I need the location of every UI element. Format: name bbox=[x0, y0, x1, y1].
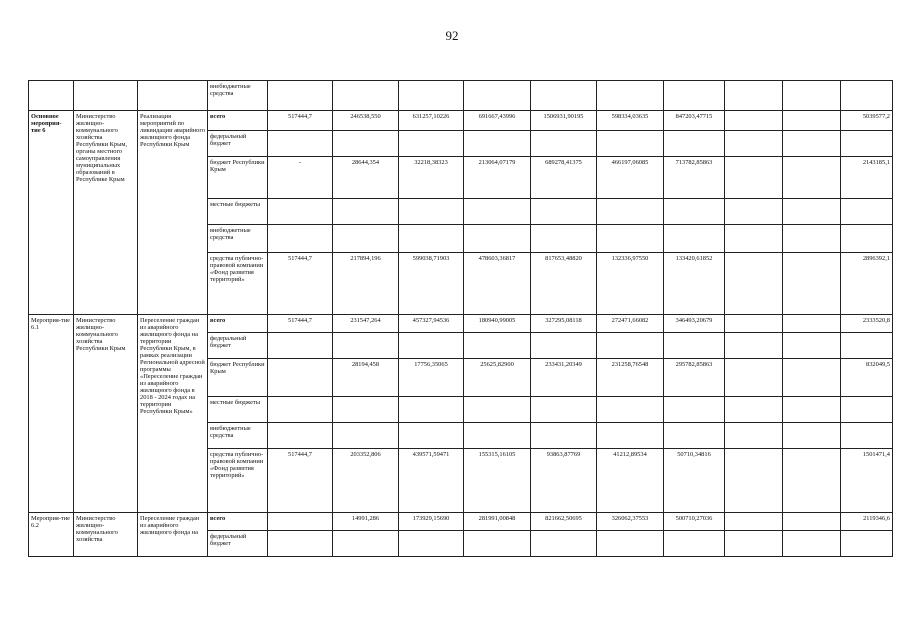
value-cell bbox=[268, 199, 333, 225]
value-cell: 847203,47715 bbox=[664, 111, 725, 131]
value-cell bbox=[725, 359, 783, 397]
value-cell: 2143185,1 bbox=[841, 157, 893, 199]
funding-source-cell: федеральный бюджет bbox=[208, 333, 268, 359]
value-cell: 2333520,8 bbox=[841, 315, 893, 333]
value-cell: 272471,66082 bbox=[597, 315, 664, 333]
value-cell bbox=[841, 333, 893, 359]
value-cell: 691667,43996 bbox=[464, 111, 531, 131]
value-cell bbox=[725, 199, 783, 225]
value-cell: 28644,354 bbox=[333, 157, 399, 199]
value-cell bbox=[725, 531, 783, 557]
value-cell bbox=[725, 333, 783, 359]
value-cell: 233431,20349 bbox=[531, 359, 597, 397]
value-cell bbox=[399, 531, 464, 557]
value-cell bbox=[464, 333, 531, 359]
value-cell bbox=[783, 449, 841, 513]
value-cell: 213064,07179 bbox=[464, 157, 531, 199]
value-cell bbox=[333, 131, 399, 157]
value-cell: 439571,59471 bbox=[399, 449, 464, 513]
value-cell bbox=[464, 225, 531, 253]
block-label-cell: Основное мероприя-тие 6 bbox=[29, 111, 74, 315]
value-cell bbox=[399, 225, 464, 253]
value-cell bbox=[841, 531, 893, 557]
value-cell bbox=[841, 199, 893, 225]
value-cell: 478603,36817 bbox=[464, 253, 531, 315]
value-cell bbox=[333, 397, 399, 423]
value-cell bbox=[783, 199, 841, 225]
funding-source-cell: внебюджетные средства bbox=[208, 423, 268, 449]
executor-cell bbox=[74, 81, 138, 111]
funding-source-cell: внебюджетные средства bbox=[208, 81, 268, 111]
value-cell bbox=[399, 81, 464, 111]
value-cell bbox=[841, 131, 893, 157]
funding-source-cell: всего bbox=[208, 315, 268, 333]
value-cell bbox=[531, 397, 597, 423]
value-cell: 173929,15690 bbox=[399, 513, 464, 531]
page-number: 92 bbox=[445, 28, 459, 43]
value-cell bbox=[268, 225, 333, 253]
value-cell: 155315,16105 bbox=[464, 449, 531, 513]
value-cell: 832049,5 bbox=[841, 359, 893, 397]
value-cell bbox=[725, 131, 783, 157]
value-cell: 132336,97550 bbox=[597, 253, 664, 315]
value-cell: 466197,06085 bbox=[597, 157, 664, 199]
value-cell bbox=[333, 423, 399, 449]
executor-cell: Министерство жилищно-коммунального хозяйства Республики Крым, органы местного самоуправления муниципальных образований в Республике Крым bbox=[74, 111, 138, 315]
value-cell: 180940,99005 bbox=[464, 315, 531, 333]
value-cell: 25625,82900 bbox=[464, 359, 531, 397]
funding-source-cell: бюджет Республики Крым bbox=[208, 359, 268, 397]
value-cell: 231258,76548 bbox=[597, 359, 664, 397]
value-cell: - bbox=[268, 157, 333, 199]
value-cell bbox=[783, 423, 841, 449]
value-cell bbox=[783, 131, 841, 157]
value-cell bbox=[399, 333, 464, 359]
value-cell bbox=[268, 513, 333, 531]
value-cell: 517444,7 bbox=[268, 111, 333, 131]
value-cell bbox=[464, 131, 531, 157]
value-cell bbox=[268, 359, 333, 397]
value-cell bbox=[725, 225, 783, 253]
executor-cell: Министерство жилищно-коммунального хозяйства Республики Крым bbox=[74, 315, 138, 513]
value-cell bbox=[333, 81, 399, 111]
value-cell: 1501471,4 bbox=[841, 449, 893, 513]
value-cell bbox=[333, 531, 399, 557]
value-cell bbox=[531, 531, 597, 557]
funding-source-cell: средства публично-правовой компании «Фонд развития территорий» bbox=[208, 449, 268, 513]
value-cell: 217894,196 bbox=[333, 253, 399, 315]
value-cell: 817653,48820 bbox=[531, 253, 597, 315]
budget-table bbox=[28, 80, 893, 557]
value-cell bbox=[725, 253, 783, 315]
funding-source-cell: всего bbox=[208, 111, 268, 131]
value-cell: 631257,10226 bbox=[399, 111, 464, 131]
value-cell: 133420,61852 bbox=[664, 253, 725, 315]
table-row bbox=[29, 315, 893, 333]
table-row bbox=[29, 111, 893, 131]
value-cell: 457327,94536 bbox=[399, 315, 464, 333]
value-cell bbox=[268, 333, 333, 359]
table-row bbox=[29, 81, 893, 111]
value-cell bbox=[783, 513, 841, 531]
funding-source-cell: внебюджетные средства bbox=[208, 225, 268, 253]
value-cell bbox=[841, 397, 893, 423]
value-cell bbox=[333, 333, 399, 359]
value-cell bbox=[783, 253, 841, 315]
value-cell bbox=[783, 359, 841, 397]
value-cell: 821662,50695 bbox=[531, 513, 597, 531]
value-cell: 2119346,6 bbox=[841, 513, 893, 531]
block-label-cell: Мероприя-тие 6.2 bbox=[29, 513, 74, 557]
funding-source-cell: средства публично-правовой компании «Фонд развития территорий» bbox=[208, 253, 268, 315]
label-cell bbox=[29, 81, 74, 111]
value-cell bbox=[841, 225, 893, 253]
value-cell: 50710,34816 bbox=[664, 449, 725, 513]
value-cell: 327295,08118 bbox=[531, 315, 597, 333]
value-cell bbox=[664, 333, 725, 359]
value-cell: 281991,00848 bbox=[464, 513, 531, 531]
value-cell bbox=[597, 423, 664, 449]
value-cell bbox=[783, 315, 841, 333]
value-cell bbox=[664, 81, 725, 111]
funding-source-cell: федеральный бюджет bbox=[208, 131, 268, 157]
value-cell bbox=[531, 423, 597, 449]
value-cell: 14991,286 bbox=[333, 513, 399, 531]
value-cell: 599038,71903 bbox=[399, 253, 464, 315]
value-cell bbox=[783, 111, 841, 131]
value-cell bbox=[664, 423, 725, 449]
value-cell: 598334,03635 bbox=[597, 111, 664, 131]
value-cell bbox=[841, 81, 893, 111]
value-cell bbox=[725, 449, 783, 513]
value-cell bbox=[664, 397, 725, 423]
value-cell bbox=[268, 397, 333, 423]
value-cell bbox=[597, 397, 664, 423]
funding-source-cell: всего bbox=[208, 513, 268, 531]
value-cell bbox=[464, 397, 531, 423]
value-cell bbox=[725, 315, 783, 333]
value-cell bbox=[783, 157, 841, 199]
value-cell: 231547,264 bbox=[333, 315, 399, 333]
value-cell: 1506931,90195 bbox=[531, 111, 597, 131]
value-cell bbox=[664, 199, 725, 225]
value-cell bbox=[725, 111, 783, 131]
value-cell bbox=[399, 199, 464, 225]
value-cell bbox=[531, 199, 597, 225]
value-cell bbox=[664, 531, 725, 557]
value-cell bbox=[597, 131, 664, 157]
value-cell bbox=[531, 81, 597, 111]
value-cell: 500710,27036 bbox=[664, 513, 725, 531]
value-cell bbox=[268, 131, 333, 157]
value-cell: 326062,37553 bbox=[597, 513, 664, 531]
block-label-cell: Мероприя-тие 6.1 bbox=[29, 315, 74, 513]
value-cell bbox=[464, 423, 531, 449]
value-cell bbox=[531, 131, 597, 157]
value-cell bbox=[268, 531, 333, 557]
value-cell bbox=[597, 531, 664, 557]
value-cell bbox=[725, 157, 783, 199]
measure-name-cell bbox=[138, 81, 208, 111]
value-cell: 346493,20679 bbox=[664, 315, 725, 333]
value-cell: 517444,7 bbox=[268, 315, 333, 333]
value-cell bbox=[333, 199, 399, 225]
value-cell bbox=[783, 333, 841, 359]
value-cell bbox=[664, 131, 725, 157]
value-cell bbox=[531, 225, 597, 253]
value-cell bbox=[464, 81, 531, 111]
value-cell: 32218,38323 bbox=[399, 157, 464, 199]
measure-name-cell: Переселение граждан из аварийного жилищного фонда на bbox=[138, 513, 208, 557]
value-cell bbox=[783, 81, 841, 111]
value-cell: 17756,35065 bbox=[399, 359, 464, 397]
value-cell bbox=[725, 81, 783, 111]
value-cell: 517444,7 bbox=[268, 253, 333, 315]
value-cell bbox=[783, 397, 841, 423]
executor-cell: Министерство жилищно-коммунального хозяйства bbox=[74, 513, 138, 557]
value-cell: 5039577,2 bbox=[841, 111, 893, 131]
funding-source-cell: бюджет Республики Крым bbox=[208, 157, 268, 199]
value-cell: 28194,458 bbox=[333, 359, 399, 397]
value-cell: 295782,85863 bbox=[664, 359, 725, 397]
value-cell: 2896392,1 bbox=[841, 253, 893, 315]
value-cell bbox=[597, 199, 664, 225]
measure-name-cell: Переселение граждан из аварийного жилищного фонда на территории Республики Крым, в рамках реализации Региональной адресной программы «Переселение граждан из аварийного жилищного фонда в 2018 - 2024 годах на территории Республики Крым» bbox=[138, 315, 208, 513]
value-cell bbox=[399, 423, 464, 449]
value-cell bbox=[464, 199, 531, 225]
funding-source-cell: федеральный бюджет bbox=[208, 531, 268, 557]
value-cell bbox=[399, 397, 464, 423]
funding-source-cell: местные бюджеты bbox=[208, 397, 268, 423]
value-cell bbox=[725, 423, 783, 449]
value-cell bbox=[597, 333, 664, 359]
value-cell: 203352,806 bbox=[333, 449, 399, 513]
measure-name-cell: Реализация мероприятий по ликвидации аварийного жилищного фонда Республики Крым bbox=[138, 111, 208, 315]
value-cell bbox=[783, 531, 841, 557]
value-cell bbox=[725, 397, 783, 423]
funding-source-cell: местные бюджеты bbox=[208, 199, 268, 225]
value-cell bbox=[597, 81, 664, 111]
value-cell: 517444,7 bbox=[268, 449, 333, 513]
value-cell: 689278,41375 bbox=[531, 157, 597, 199]
value-cell bbox=[399, 131, 464, 157]
table-row bbox=[29, 513, 893, 531]
value-cell bbox=[268, 423, 333, 449]
value-cell bbox=[725, 513, 783, 531]
value-cell bbox=[464, 531, 531, 557]
value-cell bbox=[333, 225, 399, 253]
value-cell: 93863,87769 bbox=[531, 449, 597, 513]
value-cell bbox=[841, 423, 893, 449]
value-cell bbox=[664, 225, 725, 253]
value-cell bbox=[783, 225, 841, 253]
value-cell: 246538,550 bbox=[333, 111, 399, 131]
value-cell: 41212,89534 bbox=[597, 449, 664, 513]
value-cell bbox=[531, 333, 597, 359]
value-cell bbox=[268, 81, 333, 111]
value-cell bbox=[597, 225, 664, 253]
value-cell: 713782,85863 bbox=[664, 157, 725, 199]
